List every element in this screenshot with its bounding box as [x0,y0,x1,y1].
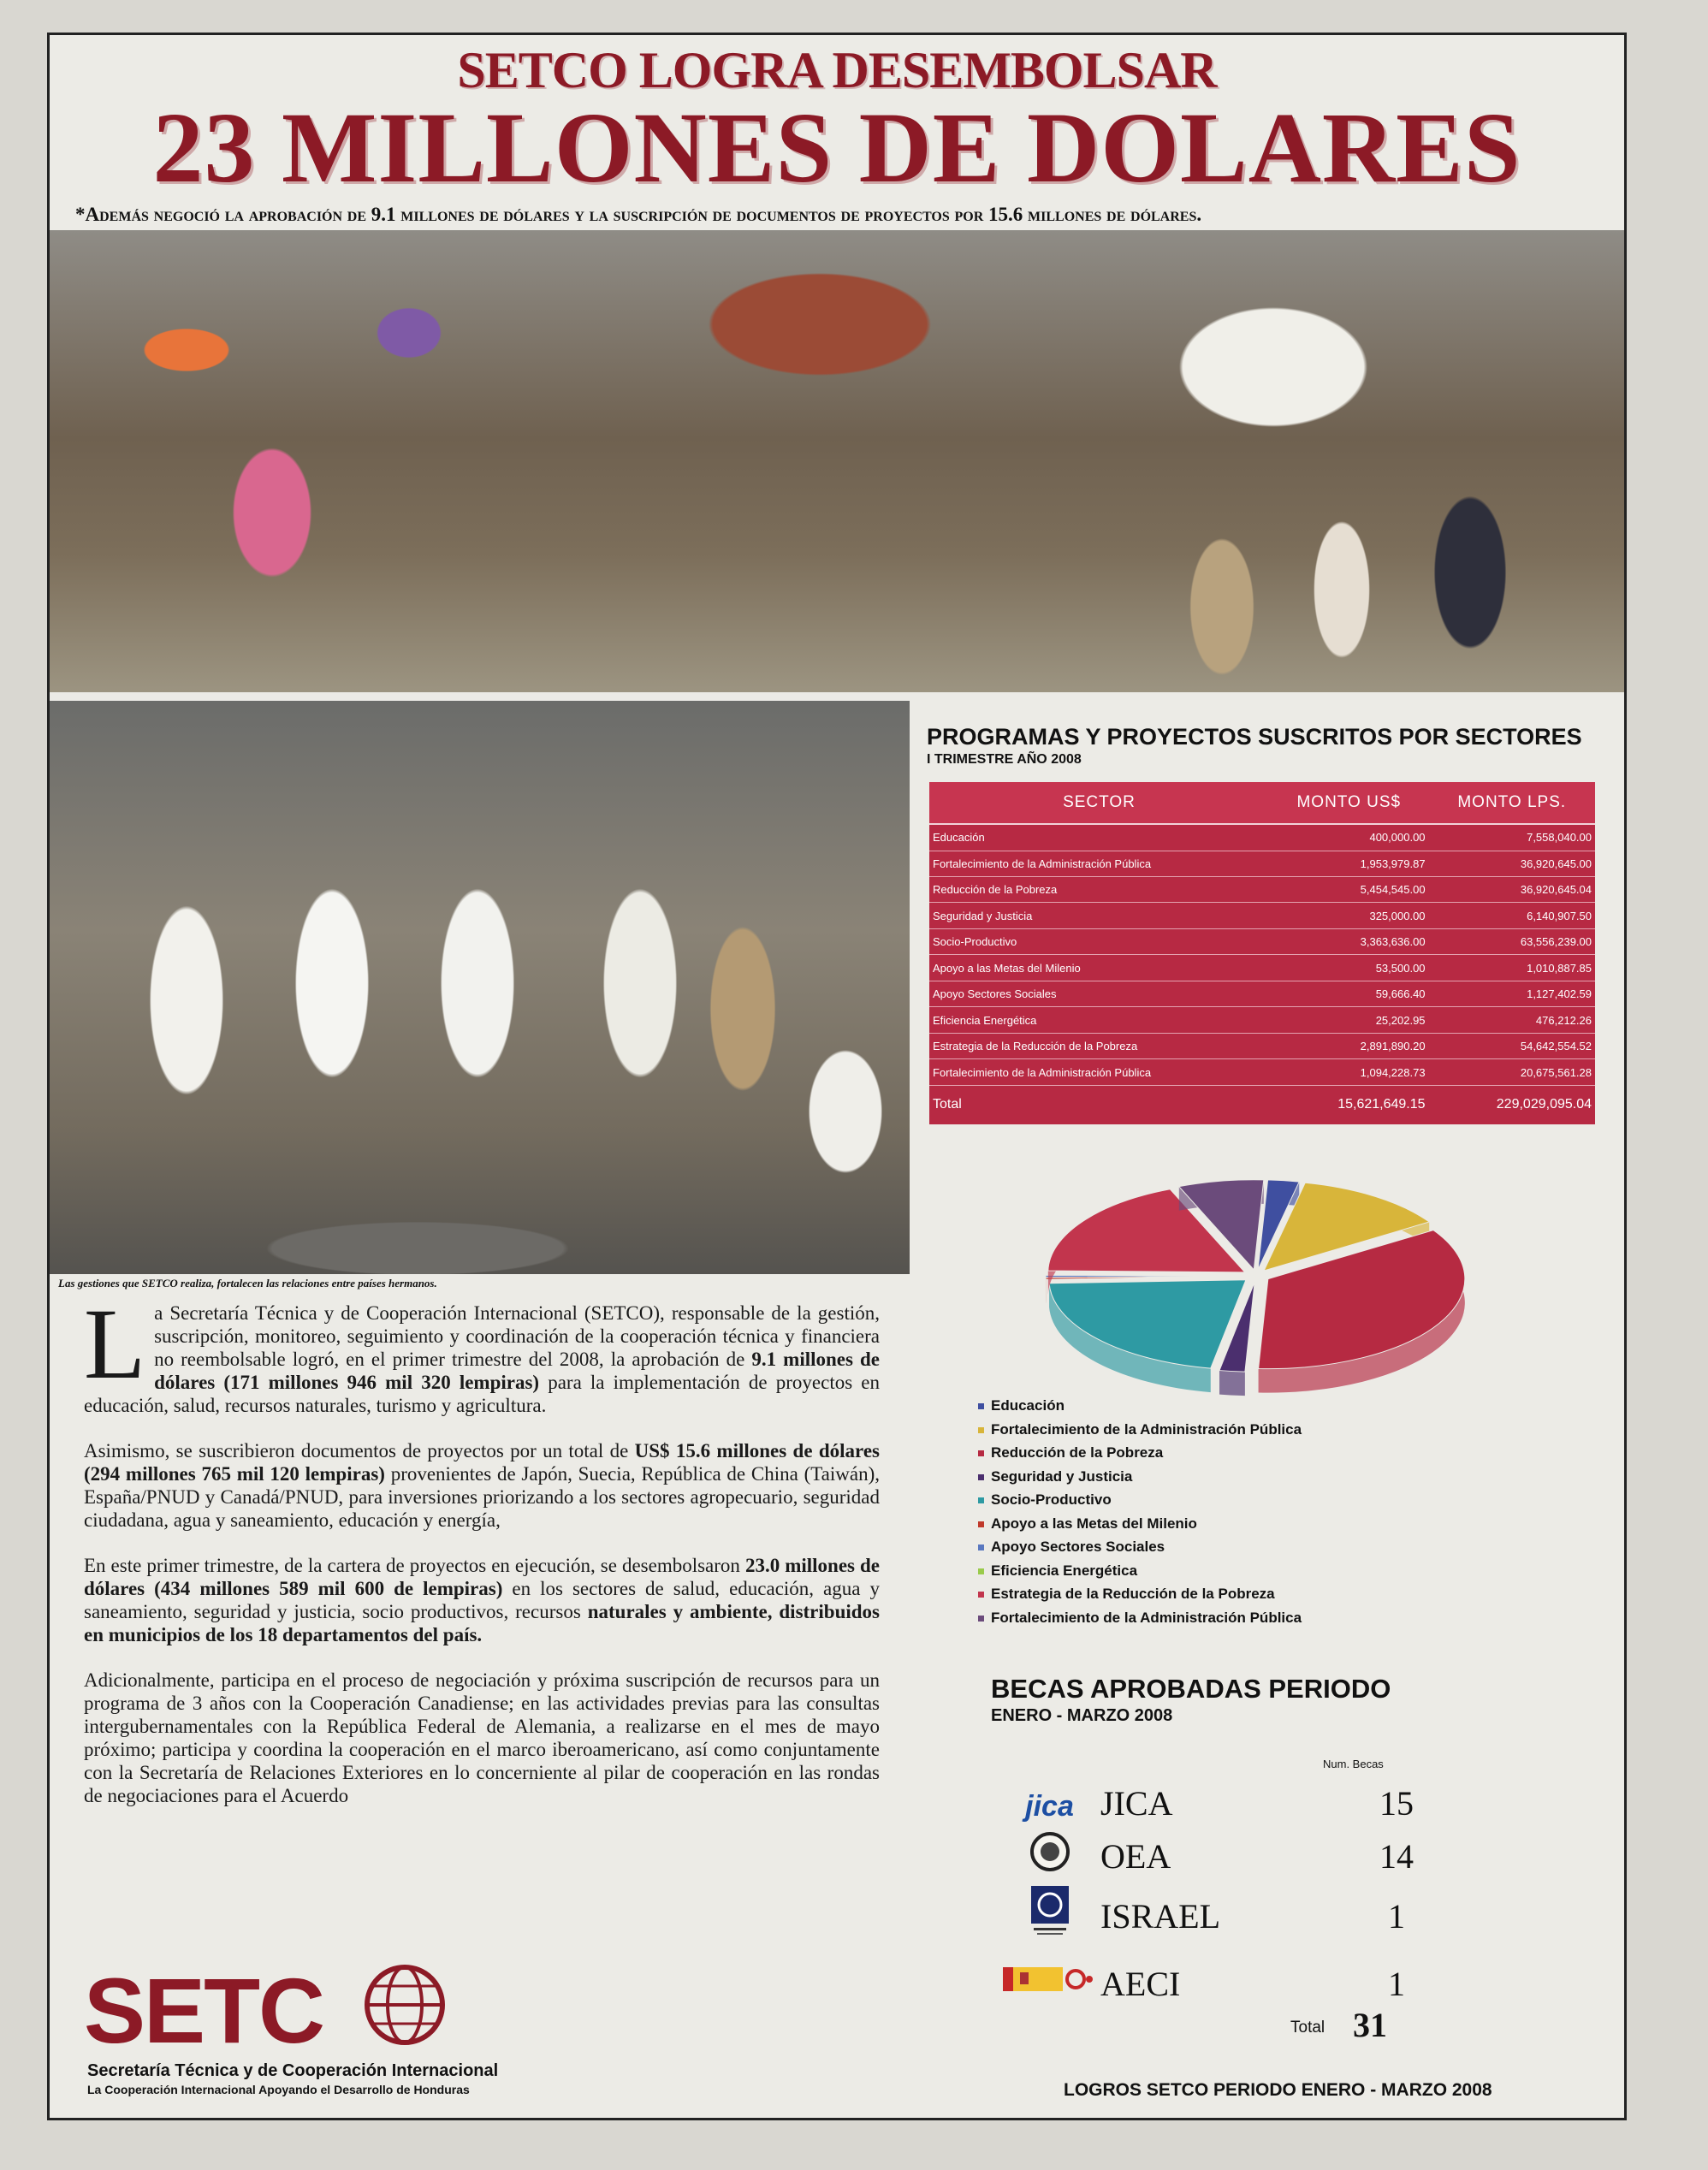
usd-cell: 53,500.00 [1269,955,1429,981]
legend-label: Fortalecimiento de la Administración Pública [991,1609,1302,1626]
legend-swatch [978,1544,984,1550]
legend-label: Fortalecimiento de la Administración Pública [991,1420,1302,1438]
sector-cell: Fortalecimiento de la Administración Pública [929,851,1269,876]
lps-cell: 36,920,645.00 [1429,851,1595,876]
becas-count: 14 [1379,1836,1414,1876]
sector-cell: Fortalecimiento de la Administración Pública [929,1059,1269,1085]
oea-logo [999,1829,1100,1882]
column-header-lps: MONTO LPS. [1429,782,1595,824]
sector-cell: Apoyo a las Metas del Milenio [929,955,1269,981]
article-text: a Secretaría Técnica y de Cooperación Internacional (SETCO), responsable de la gestión, suscripción, monitoreo, seguimiento y coordinación de la cooperación técnica y financiera no reembolsable logró, en el primer trimestre del 2008, la aprobación de [154,1302,880,1370]
pie-legend [978,1394,1302,1629]
article-body [84,1288,881,1829]
table-row [929,903,1595,928]
pie-slice [1049,1280,1246,1368]
article-text: en los sectores de salud, educación, agua y saneamiento, seguridad y justicia, socio productivos, recursos [84,1578,880,1622]
legend-swatch [978,1403,984,1409]
legend-item [978,1535,1302,1559]
legend-swatch [978,1474,984,1480]
page-footer: LOGROS SETCO PERIODO ENERO - MARZO 2008 [1064,2080,1492,2100]
table-row [929,851,1595,876]
legend-label: Educación [991,1397,1065,1414]
total-usd-cell: 15,621,649.15 [1337,1097,1426,1112]
globe-icon [362,1962,448,2048]
sector-cell: Educación [929,824,1269,851]
becas-name: AECI [1100,1964,1181,2003]
total-lps-cell: 229,029,095.04 [1496,1097,1592,1112]
lps-cell: 36,920,645.04 [1429,877,1595,903]
legend-label: Socio-Productivo [991,1491,1112,1508]
column-header-usd: MONTO US$ [1269,782,1429,824]
table-row [929,928,1595,954]
table-header-row [929,782,1595,824]
headline-subtitle: *Además negoció la aprobación de 9.1 millones de dólares y la suscripción de documentos de proyectos por 15.6 millones de dólares. [75,204,1202,225]
article-text: Asimismo, se suscribieron documentos de proyectos por un total de [84,1440,635,1461]
becas-name: ISRAEL [1100,1896,1220,1936]
photo-ribbon-cutting [50,230,1624,692]
setc-logo [84,1960,563,2106]
lps-cell: 1,010,887.85 [1429,955,1595,981]
oea-seal-icon [1029,1831,1070,1872]
sector-table-title: PROGRAMAS Y PROYECTOS SUSCRITOS POR SECTORES [927,724,1582,750]
newspaper-page [47,33,1627,2120]
headline-kicker: SETCO LOGRA DESEMBOLSAR [457,42,1217,98]
sector-cell: Seguridad y Justicia [929,903,1269,928]
becas-total-value: 31 [1353,2006,1387,2044]
photo-groundbreaking [50,701,910,1274]
becas-column-header: Num. Becas [1323,1758,1384,1770]
aeci-logo-icon [1003,1962,1097,1996]
sector-table [929,782,1595,1124]
lps-cell: 54,642,554.52 [1429,1033,1595,1058]
legend-item [978,1582,1302,1606]
article-text: provenientes de Japón, Suecia, República de China (Taiwán), España/PNUD y Canadá/PNUD, para inversiones priorizando a los sectores agropecuario, seguridad ciudadana, agua y saneamiento, educación y energía, [84,1463,881,1531]
table-row [929,824,1595,851]
lps-cell: 20,675,561.28 [1429,1059,1595,1085]
table-row [999,1882,1444,1949]
article-text-bold: US$ 15.6 millones de dólares (294 millones 765 mil 120 lempiras) [84,1440,880,1485]
legend-swatch [978,1497,984,1503]
lps-cell: 476,212.26 [1429,1007,1595,1033]
setc-logo-line2: La Cooperación Internacional Apoyando el Desarrollo de Honduras [87,2083,470,2096]
becas-subtitle: ENERO - MARZO 2008 [991,1706,1173,1725]
legend-item [978,1394,1302,1418]
jica-logo-text: jica [1025,1789,1074,1823]
lps-cell: 1,127,402.59 [1429,981,1595,1006]
article-text-bold: naturales y ambiente, distribuidos en municipios de los 18 departamentos del país. [84,1601,880,1645]
usd-cell: 5,454,545.00 [1269,877,1429,903]
article-paragraph-4: Adicionalmente, participa en el proceso de negociación y próxima suscripción de recursos para un programa de 3 años con la Cooperación Canadiense; en las actividades previas para las consultas intergubernamentales con la República Federal de Alemania, a realizarse en el mes de mayo próximo; participa y coordina la cooperación en el marco iberoamericano, así como conjuntamente con la Secretaría de Relaciones Exteriores en lo concerniente al pilar de cooperación en las rondas de negociaciones para el Acuerdo [84,1669,880,1806]
legend-item [978,1559,1302,1583]
legend-label: Apoyo Sectores Sociales [991,1539,1165,1555]
drop-cap: L [84,1288,146,1400]
usd-cell: 325,000.00 [1269,903,1429,928]
legend-swatch [978,1427,984,1433]
table-row [999,1776,1444,1829]
article-paragraph-2 [84,1439,880,1532]
usd-cell: 59,666.40 [1269,981,1429,1006]
pie-chart [1025,1165,1487,1421]
setc-logo-line1: Secretaría Técnica y de Cooperación Internacional [87,2061,499,2080]
becas-count: 1 [1388,1964,1405,2003]
becas-title: BECAS APROBADAS PERIODO [991,1674,1391,1704]
jica-logo [999,1776,1100,1829]
becas-count: 1 [1388,1896,1405,1936]
legend-swatch [978,1450,984,1456]
legend-swatch [978,1592,984,1598]
sector-cell: Estrategia de la Reducción de la Pobreza [929,1033,1269,1058]
photo-caption: Las gestiones que SETCO realiza, fortalecen las relaciones entre países hermanos. [58,1277,437,1290]
sector-cell: Apoyo Sectores Sociales [929,981,1269,1006]
becas-name: OEA [1100,1836,1171,1876]
article-text-bold: 9.1 millones de dólares (171 millones 946 mil 320 lempiras) [154,1349,880,1393]
legend-item [978,1465,1302,1489]
legend-label: Eficiencia Energética [991,1562,1138,1579]
legend-item [978,1488,1302,1512]
legend-item [978,1418,1302,1442]
lps-cell: 63,556,239.00 [1429,928,1595,954]
legend-swatch [978,1568,984,1574]
usd-cell: 400,000.00 [1269,824,1429,851]
becas-name: JICA [1100,1783,1173,1823]
table-row [929,877,1595,903]
pie-slice [1046,1274,1242,1276]
usd-cell: 3,363,636.00 [1269,928,1429,954]
total-label-cell: Total [933,1097,962,1112]
table-row [929,981,1595,1006]
sector-table-body [929,824,1595,1124]
sector-cell: Socio-Productivo [929,928,1269,954]
column-header-sector: SECTOR [929,782,1269,824]
table-row [929,955,1595,981]
usd-cell: 1,094,228.73 [1269,1059,1429,1085]
legend-label: Estrategia de la Reducción de la Pobreza [991,1586,1275,1602]
table-row [929,1033,1595,1058]
headline-title: 23 MILLONES DE DOLARES [152,92,1521,204]
legend-swatch [978,1521,984,1527]
article-text: En este primer trimestre, de la cartera de proyectos en ejecución, se desembolsaron [84,1555,745,1576]
article-paragraph-3 [84,1554,880,1646]
article-paragraph-1 [84,1288,880,1417]
table-total-row [929,1085,1595,1124]
table-row [929,1007,1595,1033]
setc-logo-word: SETC [84,1959,324,2062]
legend-label: Reducción de la Pobreza [991,1444,1164,1461]
becas-count: 15 [1379,1783,1414,1823]
usd-cell: 2,891,890.20 [1269,1033,1429,1058]
israel-logo [999,1882,1100,1949]
headline-block [50,35,1624,204]
lps-cell: 7,558,040.00 [1429,824,1595,851]
sector-cell: Reducción de la Pobreza [929,877,1269,903]
legend-item [978,1606,1302,1630]
israel-emblem-icon [1029,1883,1071,1940]
legend-swatch [978,1616,984,1622]
legend-item [978,1512,1302,1536]
sector-cell: Eficiencia Energética [929,1007,1269,1033]
legend-label: Apoyo a las Metas del Milenio [991,1515,1197,1532]
becas-table [999,1776,1444,2018]
aeci-logo [999,1949,1100,2018]
table-row [999,1829,1444,1882]
article-text-bold: 23.0 millones de dólares (434 millones 589 mil 600 de lempiras) [84,1555,880,1599]
lps-cell: 6,140,907.50 [1429,903,1595,928]
sector-table-subtitle: I TRIMESTRE AÑO 2008 [927,752,1082,767]
becas-total-label: Total [1290,2019,1325,2037]
usd-cell: 25,202.95 [1269,1007,1429,1033]
usd-cell: 1,953,979.87 [1269,851,1429,876]
article-text: para la implementación de proyectos en educación, salud, recursos naturales, turismo y agricultura. [84,1372,880,1416]
table-row [929,1059,1595,1085]
legend-item [978,1441,1302,1465]
legend-label: Seguridad y Justicia [991,1467,1133,1485]
